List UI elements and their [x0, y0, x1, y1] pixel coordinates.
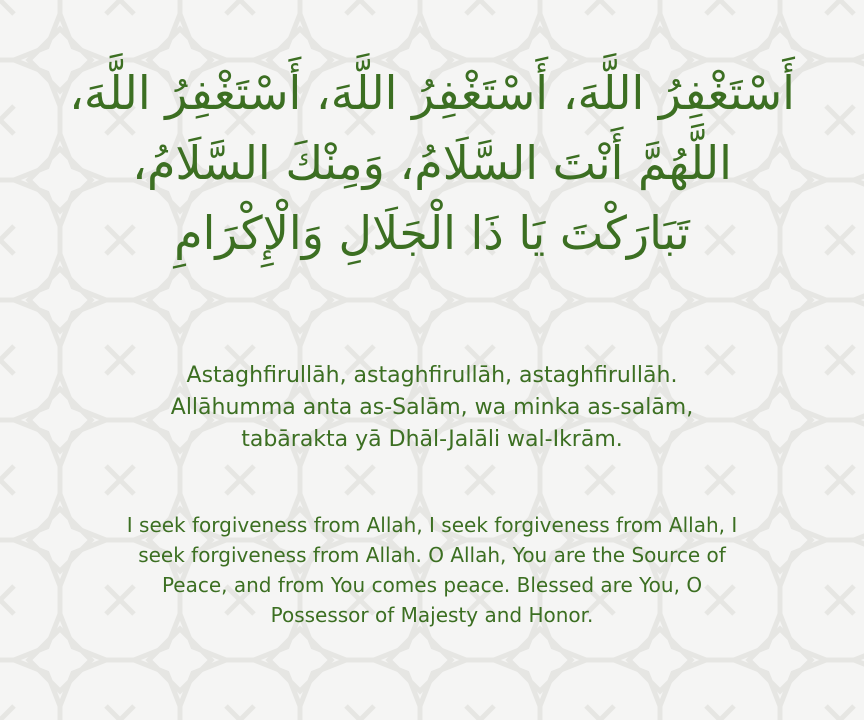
transliteration-line-2: Allāhumma anta as-Salām, wa minka as-salām,: [170, 395, 694, 420]
arabic-line-2: اللَّهُمَّ أَنْتَ السَّلَامُ، وَمِنْكَ السَّلَامُ،: [132, 136, 732, 190]
translation-line-4: Possessor of Majesty and Honor.: [270, 603, 594, 627]
translation-text: [60, 510, 804, 630]
transliteration-line-3: tabārakta yā Dhāl-Jalāli wal-Ikrām.: [241, 427, 623, 452]
arabic-line-1: أَسْتَغْفِرُ اللَّهَ، أَسْتَغْفِرُ اللَّهَ، أَسْتَغْفِرُ اللَّهَ،: [69, 66, 795, 120]
transliteration-text: [40, 360, 824, 456]
arabic-text: [20, 58, 844, 268]
transliteration-line-1: Astaghfirullāh, astaghfirullāh, astaghfirullāh.: [186, 363, 678, 388]
arabic-line-3: تَبَارَكْتَ يَا ذَا الْجَلَالِ وَالْإِكْرَامِ: [174, 206, 690, 260]
translation-line-3: Peace, and from You comes peace. Blessed are You, O: [161, 573, 703, 597]
translation-line-2: seek forgiveness from Allah. O Allah, You are the Source of: [138, 543, 726, 567]
translation-line-1: I seek forgiveness from Allah, I seek forgiveness from Allah, I: [126, 513, 738, 537]
